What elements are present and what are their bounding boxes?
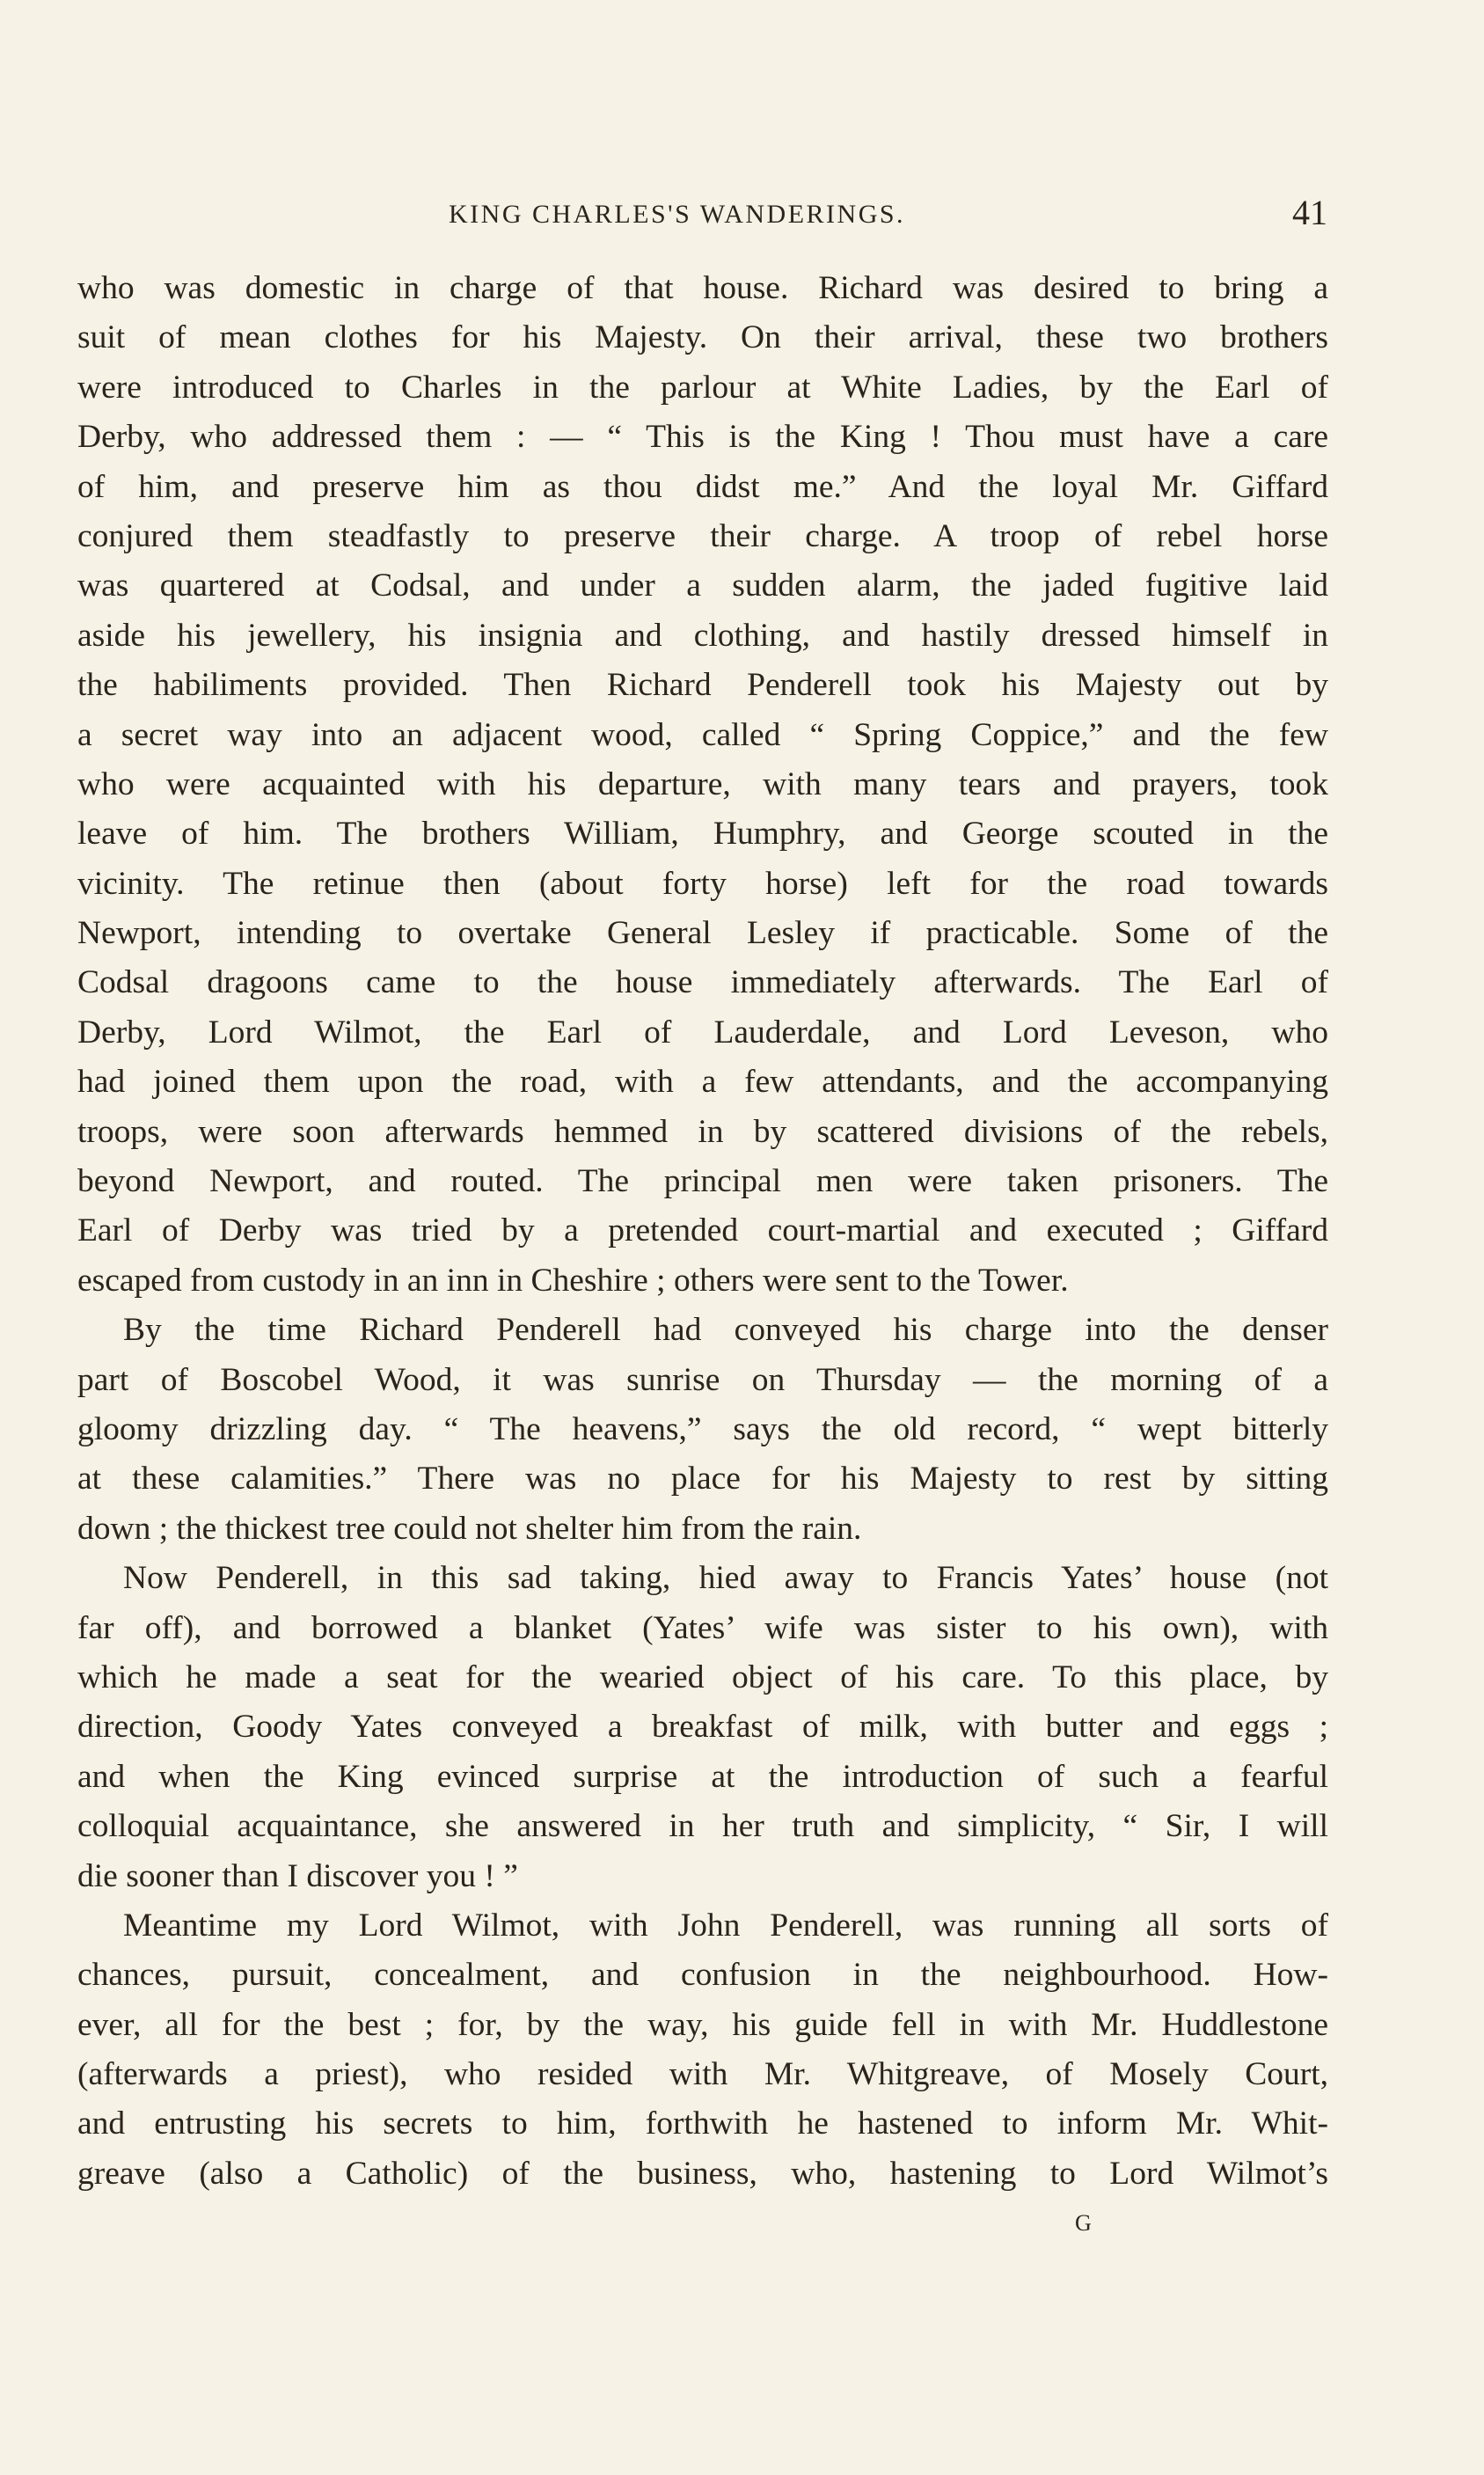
text-line: of him, and preserve him as thou didst me.” And the loyal Mr. Giffard	[77, 468, 1328, 505]
text-line: leave of him. The brothers William, Humphry, and George scouted in the	[77, 816, 1328, 853]
text-line: greave (also a Catholic) of the business, who, hastening to Lord Wilmot’s	[77, 2155, 1328, 2192]
text-line: down ; the thickest tree could not shelter him from the rain.	[77, 1510, 862, 1547]
body-text	[77, 264, 1328, 2199]
text-line: had joined them upon the road, with a few attendants, and the accompanying	[77, 1064, 1328, 1101]
text-line: Newport, intending to overtake General Lesley if practicable. Some of the	[77, 915, 1328, 952]
paragraph	[77, 1901, 1328, 2199]
text-line: were introduced to Charles in the parlour at White Ladies, by the Earl of	[77, 369, 1328, 406]
text-line: vicinity. The retinue then (about forty horse) left for the road towards	[77, 865, 1328, 902]
text-line: Now Penderell, in this sad taking, hied away to Francis Yates’ house (not	[123, 1560, 1328, 1597]
text-line: who was domestic in charge of that house. Richard was desired to bring a	[77, 270, 1328, 306]
text-line: escaped from custody in an inn in Cheshire ; others were sent to the Tower.	[77, 1262, 1069, 1299]
text-line: the habiliments provided. Then Richard Penderell took his Majesty out by	[77, 667, 1328, 704]
text-line: beyond Newport, and routed. The principal men were taken prisoners. The	[77, 1163, 1328, 1200]
running-title: KING CHARLES'S WANDERINGS.	[449, 200, 906, 229]
paragraph	[77, 1554, 1328, 1901]
text-line: chances, pursuit, concealment, and confusion in the neighbourhood. How-	[77, 1957, 1328, 1994]
text-line: direction, Goody Yates conveyed a breakfast of milk, with butter and eggs ;	[77, 1709, 1328, 1746]
text-line: gloomy drizzling day. “ The heavens,” says the old record, “ wept bitterly	[77, 1410, 1328, 1447]
text-line: who were acquainted with his departure, with many tears and prayers, took	[77, 765, 1328, 802]
text-line: Codsal dragoons came to the house immediately afterwards. The Earl of	[77, 964, 1328, 1001]
text-line: colloquial acquaintance, she answered in her truth and simplicity, “ Sir, I will	[77, 1808, 1328, 1845]
text-line: Meantime my Lord Wilmot, with John Penderell, was running all sorts of	[123, 1907, 1328, 1944]
text-line: and when the King evinced surprise at the introduction of such a fearful	[77, 1758, 1328, 1795]
text-line: Derby, who addressed them : — “ This is the King ! Thou must have a care	[77, 419, 1328, 456]
text-line: (afterwards a priest), who resided with Mr. Whitgreave, of Mosely Court,	[77, 2056, 1328, 2093]
text-line: die sooner than I discover you ! ”	[77, 1857, 518, 1894]
text-line: at these calamities.” There was no place for his Majesty to rest by sitting	[77, 1461, 1328, 1497]
text-line: conjured them steadfastly to preserve their charge. A troop of rebel horse	[77, 517, 1328, 554]
text-line: and entrusting his secrets to him, forthwith he hastened to inform Mr. Whit-	[77, 2105, 1328, 2142]
page-number: 41	[1292, 193, 1327, 232]
text-line: ever, all for the best ; for, by the way, his guide fell in with Mr. Huddlestone	[77, 2006, 1328, 2043]
text-line: suit of mean clothes for his Majesty. On their arrival, these two brothers	[77, 319, 1328, 356]
text-line: By the time Richard Penderell had conveyed his charge into the denser	[123, 1312, 1328, 1349]
text-line: which he made a seat for the wearied object of his care. To this place, by	[77, 1659, 1328, 1695]
text-line: Derby, Lord Wilmot, the Earl of Lauderdale, and Lord Leveson, who	[77, 1014, 1328, 1051]
running-head	[0, 195, 1484, 234]
paragraph	[77, 264, 1328, 1306]
text-line: far off), and borrowed a blanket (Yates’ wife was sister to his own), with	[77, 1609, 1328, 1646]
text-line: was quartered at Codsal, and under a sudden alarm, the jaded fugitive laid	[77, 567, 1328, 604]
text-line: a secret way into an adjacent wood, called “ Spring Coppice,” and the few	[77, 716, 1328, 753]
text-line: aside his jewellery, his insignia and clothing, and hastily dressed himself in	[77, 617, 1328, 654]
paragraph	[77, 1306, 1328, 1554]
text-line: part of Boscobel Wood, it was sunrise on Thursday — the morning of a	[77, 1361, 1328, 1398]
signature-mark: G	[1075, 2210, 1092, 2236]
text-line: Earl of Derby was tried by a pretended court-martial and executed ; Giffard	[77, 1212, 1328, 1249]
text-line: troops, were soon afterwards hemmed in by scattered divisions of the rebels,	[77, 1113, 1328, 1150]
